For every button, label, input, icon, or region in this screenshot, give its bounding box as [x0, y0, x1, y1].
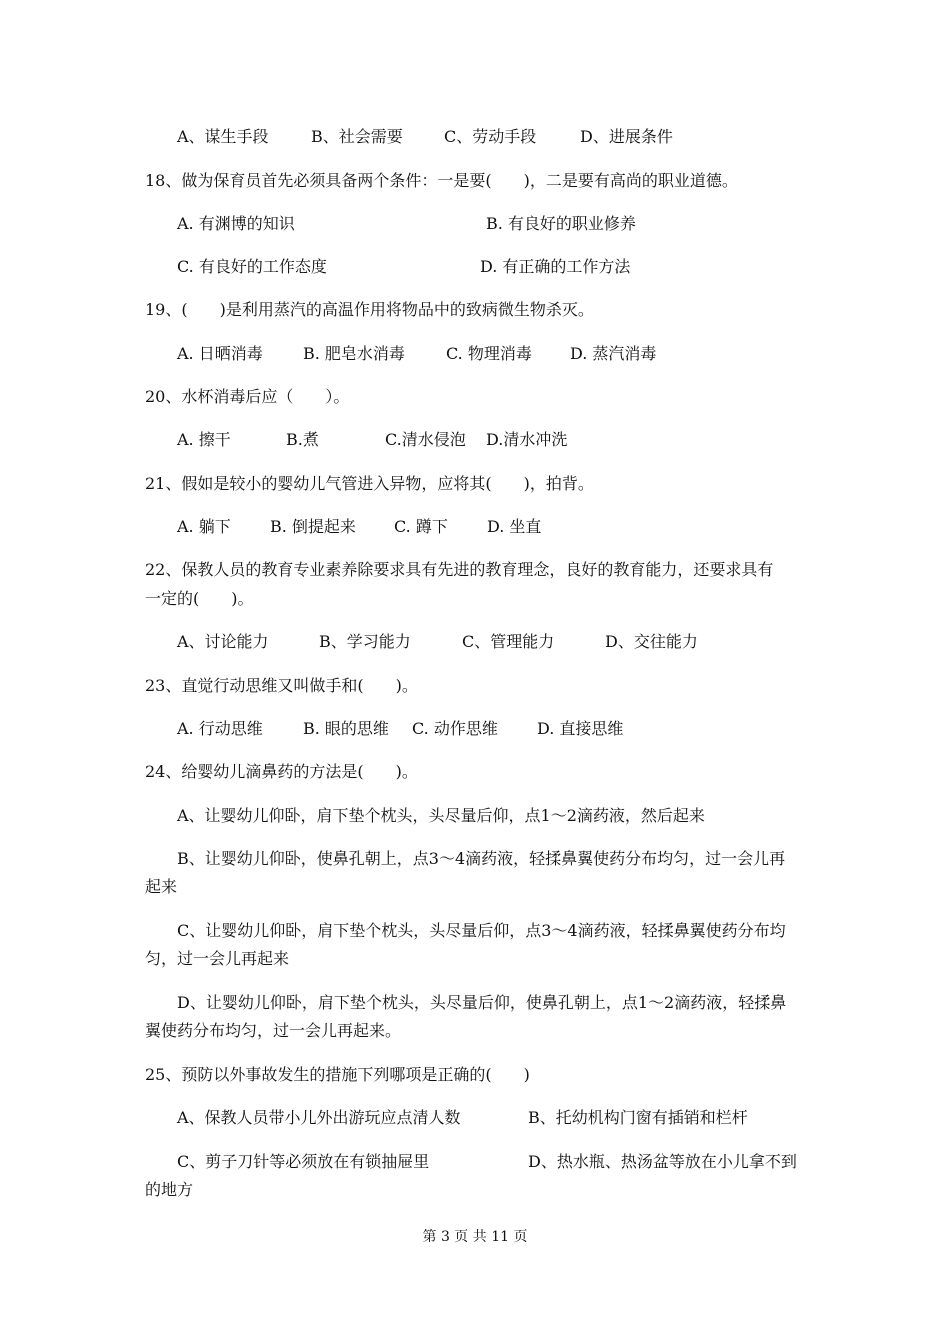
q23-option-c: C. 动作思维 [412, 719, 498, 738]
q24-option-c: C、让婴幼儿仰卧，肩下垫个枕头，头尽量后仰，点3～4滴药液，轻揉鼻翼使药分布均 [177, 921, 786, 940]
q25-option-b: B、托幼机构门窗有插销和栏杆 [528, 1108, 748, 1127]
q18-option-d: D. 有正确的工作方法 [480, 257, 631, 276]
q17-option-a: A、谋生手段 [177, 127, 269, 146]
q23-option-b: B. 眼的思维 [303, 719, 389, 738]
q17-option-d: D、进展条件 [580, 127, 673, 146]
q18-option-c: C. 有良好的工作态度 [177, 257, 327, 276]
q24-option-b: B、让婴幼儿仰卧，使鼻孔朝上，点3～4滴药液，轻揉鼻翼使药分布均匀，过一会儿再 [177, 849, 786, 868]
q20-option-b: B.煮 [286, 430, 319, 449]
q19-option-a: A. 日晒消毒 [177, 344, 263, 363]
q24-option-d: D、让婴幼儿仰卧，肩下垫个枕头，头尽量后仰，使鼻孔朝上，点1～2滴药液，轻揉鼻 [177, 993, 787, 1012]
q19-option-b: B. 肥皂水消毒 [303, 344, 405, 363]
question-19: 19、( )是利用蒸汽的高温作用将物品中的致病微生物杀灭。 [145, 300, 594, 319]
question-23: 23、直觉行动思维又叫做手和( )。 [145, 676, 418, 695]
q17-option-b: B、社会需要 [311, 127, 403, 146]
q20-option-c: C.清水侵泡 [385, 430, 466, 449]
q19-option-c: C. 物理消毒 [446, 344, 532, 363]
q24-option-a: A、让婴幼儿仰卧，肩下垫个枕头，头尽量后仰，点1～2滴药液，然后起来 [177, 806, 705, 825]
question-18: 18、做为保育员首先必须具备两个条件：一是要( )，二是要有高尚的职业道德。 [145, 171, 738, 190]
q25-option-c: C、剪子刀针等必须放在有锁抽屉里 [177, 1152, 430, 1171]
q18-option-a: A. 有渊博的知识 [177, 214, 295, 233]
question-22: 22、保教人员的教育专业素养除要求具有先进的教育理念，良好的教育能力，还要求具有 [145, 560, 774, 579]
q17-option-c: C、劳动手段 [444, 127, 537, 146]
q23-option-a: A. 行动思维 [177, 719, 263, 738]
question-20: 20、水杯消毒后应（ ）。 [145, 387, 350, 406]
page-number: 第 3 页 共 11 页 [422, 1229, 528, 1245]
q24-option-b-continued: 起来 [145, 877, 178, 896]
q24-option-d-continued: 翼使药分布均匀，过一会儿再起来。 [145, 1021, 402, 1040]
q22-option-a: A、讨论能力 [177, 632, 269, 651]
q22-option-c: C、管理能力 [462, 632, 555, 651]
question-24: 24、给婴幼儿滴鼻药的方法是( )。 [145, 762, 418, 781]
question-22-continued: 一定的( )。 [145, 589, 254, 608]
q20-option-d: D.清水冲洗 [486, 430, 568, 449]
q19-option-d: D. 蒸汽消毒 [570, 344, 657, 363]
q21-option-c: C. 蹲下 [394, 517, 448, 536]
question-21: 21、假如是较小的婴幼儿气管进入异物，应将其( )，拍背。 [145, 474, 594, 493]
question-25: 25、预防以外事故发生的措施下列哪项是正确的( ) [145, 1065, 530, 1084]
q25-option-d: D、热水瓶、热汤盆等放在小儿拿不到 [528, 1152, 797, 1171]
q25-option-a: A、保教人员带小儿外出游玩应点清人数 [177, 1108, 461, 1127]
q22-option-b: B、学习能力 [319, 632, 411, 651]
q21-option-d: D. 坐直 [487, 517, 542, 536]
q21-option-a: A. 躺下 [177, 517, 231, 536]
q21-option-b: B. 倒提起来 [270, 517, 356, 536]
q24-option-c-continued: 匀，过一会儿再起来 [145, 949, 290, 968]
q22-option-d: D、交往能力 [605, 632, 698, 651]
q20-option-a: A. 擦干 [177, 430, 231, 449]
q25-option-d-continued: 的地方 [145, 1180, 194, 1199]
q18-option-b: B. 有良好的职业修养 [486, 214, 636, 233]
q23-option-d: D. 直接思维 [537, 719, 624, 738]
